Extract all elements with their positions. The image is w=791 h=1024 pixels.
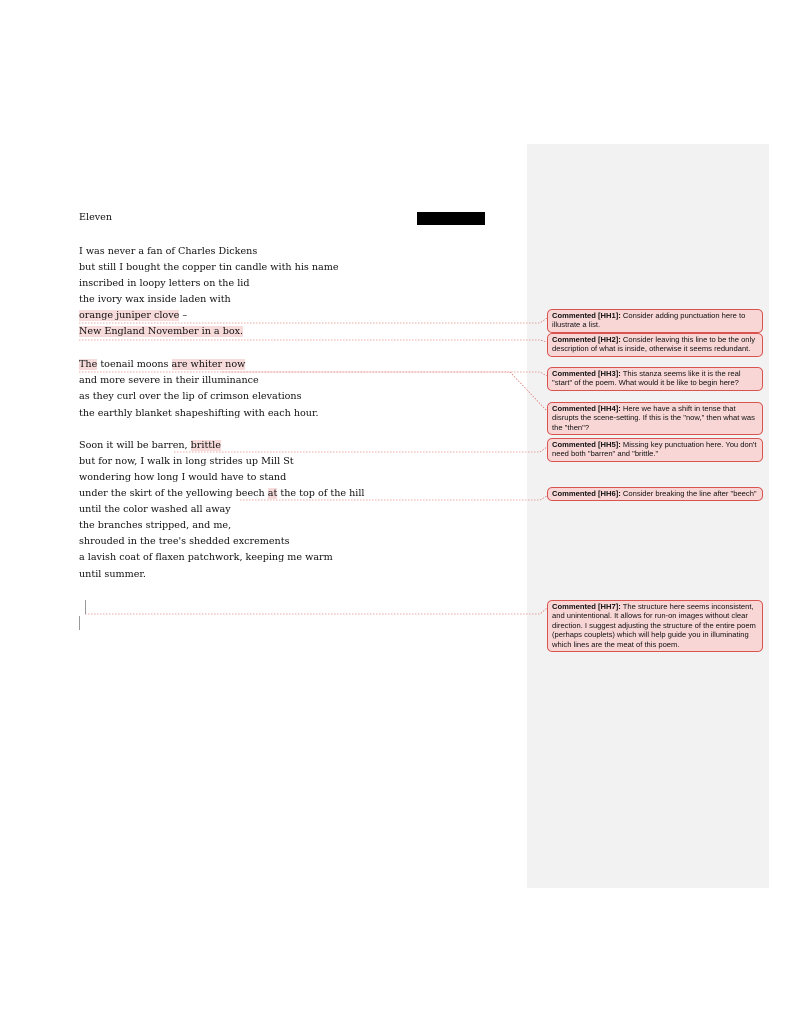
- poem-line[interactable]: and more severe in their illuminance: [79, 375, 259, 386]
- highlight-hh4[interactable]: are whiter now: [171, 359, 246, 370]
- poem-line[interactable]: the ivory wax inside laden with: [79, 294, 231, 305]
- highlight-hh3[interactable]: The: [79, 359, 98, 370]
- comment-author-tag: Commented [HH3]:: [552, 369, 621, 378]
- poem-line[interactable]: inscribed in loopy letters on the lid: [79, 278, 250, 289]
- comment-hh5[interactable]: [547, 438, 763, 462]
- comment-text: The structure here seems inconsistent, and unintentional. It allows for run-on images without clear direction. I suggest adjusting the structure of the entire poem (perhaps couplets) which will help guide you in illuminating which lines are the meat of this poem.: [552, 602, 756, 649]
- comment-author-tag: Commented [HH2]:: [552, 335, 621, 344]
- comment-author-tag: Commented [HH5]:: [552, 440, 621, 449]
- line-segment: under the skirt of the yellowing beech: [79, 488, 268, 499]
- poem-line[interactable]: as they curl over the lip of crimson elevations: [79, 391, 302, 402]
- comment-hh4[interactable]: [547, 402, 763, 435]
- redacted-block: [417, 212, 485, 225]
- comment-text: This stanza seems like it is the real "start" of the poem. What would it be like to begin here?: [552, 369, 741, 388]
- highlight-hh1[interactable]: orange juniper clove: [79, 310, 180, 321]
- poem-line[interactable]: [79, 358, 245, 371]
- poem-line[interactable]: but still I bought the copper tin candle with his name: [79, 262, 339, 273]
- comment-hh7[interactable]: [547, 600, 763, 652]
- poem-line[interactable]: until the color washed all away: [79, 504, 231, 515]
- line-segment: Soon it will be barren,: [79, 440, 191, 451]
- poem-line[interactable]: [79, 325, 243, 338]
- comment-hh3[interactable]: [547, 367, 763, 391]
- poem-line[interactable]: wondering how long I would have to stand: [79, 472, 287, 483]
- connector-hh5: [174, 447, 547, 452]
- comment-author-tag: Commented [HH6]:: [552, 489, 621, 498]
- connector-hh2: [79, 340, 547, 342]
- comment-author-tag: Commented [HH7]:: [552, 602, 621, 611]
- poem-line[interactable]: the branches stripped, and me,: [79, 520, 232, 531]
- comment-hh1[interactable]: [547, 309, 763, 333]
- poem-line[interactable]: a lavish coat of flaxen patchwork, keeping me warm: [79, 552, 333, 563]
- text-cursor: [85, 600, 86, 614]
- highlight-hh6[interactable]: at: [267, 488, 278, 499]
- highlight-hh2[interactable]: New England November in a box.: [79, 326, 244, 337]
- poem-line[interactable]: the earthly blanket shapeshifting with each hour.: [79, 408, 319, 419]
- poem-line[interactable]: [79, 487, 365, 500]
- poem-line[interactable]: [79, 439, 221, 452]
- poem-line[interactable]: I was never a fan of Charles Dickens: [79, 246, 258, 257]
- poem-line[interactable]: [79, 309, 187, 322]
- text-cursor: [79, 616, 80, 630]
- comment-text: Missing key punctuation here. You don't need both "barren" and "brittle.": [552, 440, 757, 459]
- line-segment: toenail moons: [97, 359, 172, 370]
- comment-margin-pane: [527, 144, 769, 888]
- comment-hh6[interactable]: [547, 487, 763, 501]
- comment-author-tag: Commented [HH4]:: [552, 404, 621, 413]
- highlight-hh5[interactable]: brittle: [190, 440, 221, 451]
- comment-text: Consider leaving this line to be the only description of what is inside, otherwise it seems redundant.: [552, 335, 756, 354]
- connector-hh7: [85, 608, 547, 614]
- poem-title: Eleven: [79, 212, 113, 223]
- poem-line[interactable]: shrouded in the tree's shedded excrements: [79, 536, 290, 547]
- poem-line[interactable]: but for now, I walk in long strides up Mill St: [79, 456, 294, 467]
- comment-text: Consider breaking the line after "beech": [620, 489, 757, 498]
- comment-text: Consider adding punctuation here to illustrate a list.: [552, 311, 746, 330]
- line-suffix: –: [179, 310, 188, 321]
- comment-hh2[interactable]: [547, 333, 763, 357]
- comment-text: Here we have a shift in tense that disrupts the scene-setting. If this is the "now," then what was the "then"?: [552, 404, 755, 432]
- line-suffix: the top of the hill: [277, 488, 365, 499]
- comment-author-tag: Commented [HH1]:: [552, 311, 621, 320]
- poem-line[interactable]: until summer.: [79, 569, 146, 580]
